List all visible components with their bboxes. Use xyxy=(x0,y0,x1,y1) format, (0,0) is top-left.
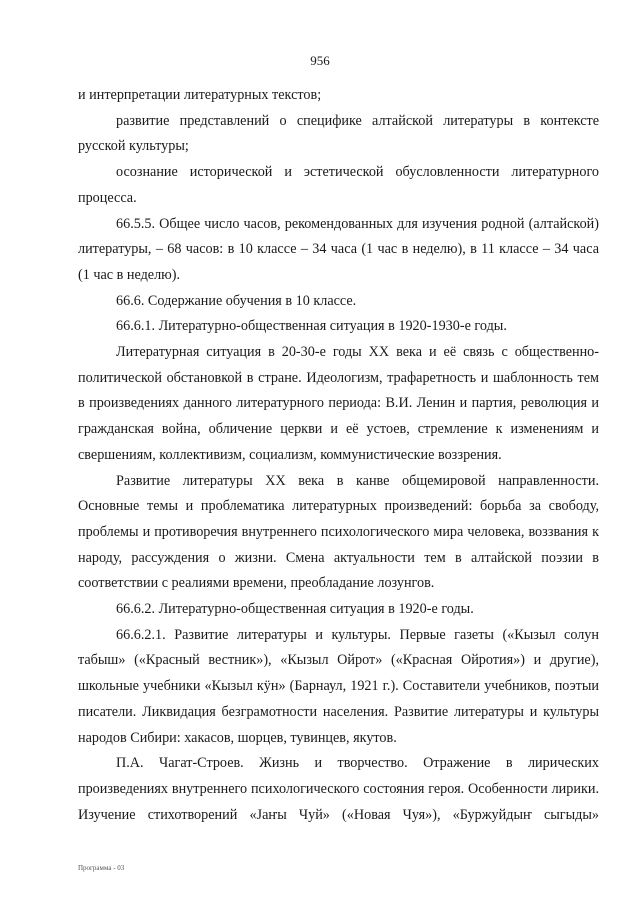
paragraph: осознание исторической и эстетической обусловленности литературного процесса. xyxy=(78,164,599,206)
paragraph: развитие представлений о специфике алтайской литературы в контексте русской культуры; xyxy=(78,112,599,155)
footer-note: Программа - 03 xyxy=(78,864,125,872)
paragraph: П.А. Чагат-Строев. Жизнь и творчество. Отражение в лирических произведениях внутреннего психологического состояния героя. Особенности лирики. Изучение стихотворений «Јаҥы Чуй» («Новая Чуя»), «Буржуйдыҥ сыгыды» xyxy=(78,755,599,823)
paragraph: 66.6. Содержание обучения в 10 классе. xyxy=(116,292,357,309)
paragraph: 66.6.2.1. Развитие литературы и культуры. Первые газеты («Кызыл солун табыш» («Красный вестник»), «Кызыл Ойрот» («Красная Ойротия») и другие), школьные учебники «Кызыл кӱн» (Барнаул, 1921 г.). Составители учебников, поэтыи писатели. Ликвидация безграмотности населения. Развитие литературы и культуры народов Сибири: хакасов, шорцев, тувинцев, якутов. xyxy=(78,626,599,746)
paragraph: и интерпретации литературных текстов; xyxy=(78,87,322,103)
paragraph: Литературная ситуация в 20-30-е годы XX века и её связь с общественно-политической обстановкой в стране. Идеологизм, трафаретность и шаблонность тем в произведениях данного литературного периода: В.И. Ленин и партия, революция и гражданская война, обличение церкви и её устоев, стремление к изменениям и свершениям, коллективизм, социализм, коммунистические воззрения. xyxy=(78,344,599,463)
paragraph: 66.6.2. Литературно-общественная ситуация в 1920-е годы. xyxy=(116,601,474,618)
page-number: 956 xyxy=(310,53,330,68)
paragraph: Развитие литературы XX века в канве общемировой направленности. Основные темы и проблематика литературных произведений: борьба за свободу, проблемы и противоречия внутреннего психологического мира человека, воззвания к народу, рассуждения о жизни. Смена актуальности тем в алтайской поэзии в соответствии с реалиями времени, преобладание лозунгов. xyxy=(78,472,599,592)
paragraph: 66.6.1. Литературно-общественная ситуация в 1920-1930-е годы. xyxy=(116,318,507,335)
paragraph: 66.5.5. Общее число часов, рекомендованных для изучения родной (алтайской) литературы, – 68 часов: в 10 классе – 34 часа (1 час в неделю), в 11 классе – 34 часа (1 час в неделю). xyxy=(78,215,599,283)
body-text xyxy=(78,83,599,828)
